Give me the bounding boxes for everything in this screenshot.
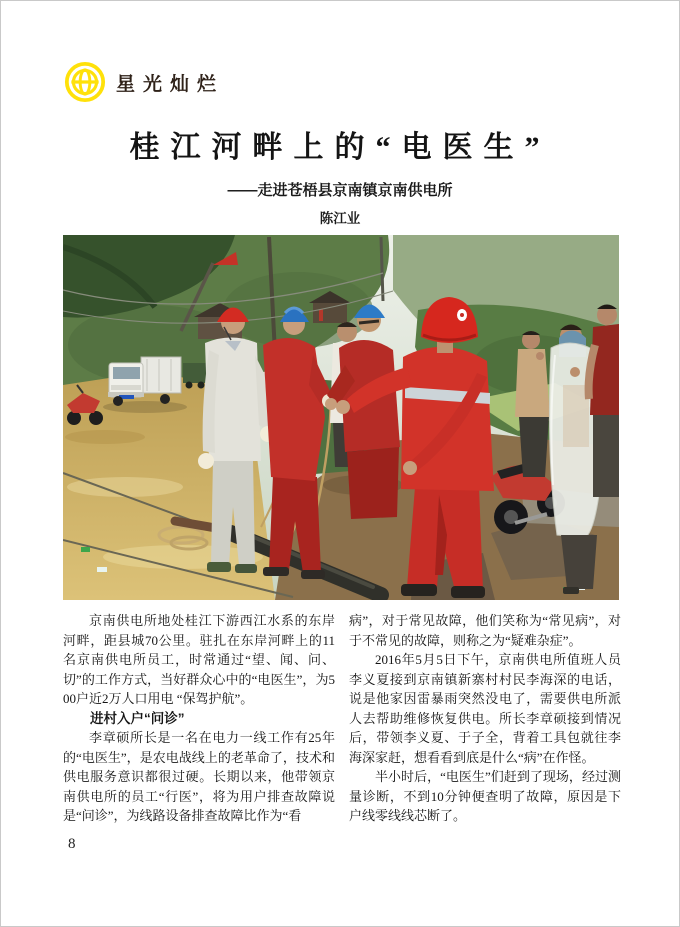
column-right [349, 611, 621, 826]
article-author: 陈江业 [319, 211, 361, 226]
article-photo [63, 235, 619, 600]
section-heading: 进村入户“问诊” [90, 710, 185, 726]
article-title: 桂江河畔上的“电医生” [129, 131, 551, 164]
photo-scene [63, 235, 619, 600]
article-body [63, 611, 621, 826]
page-number: 8 [68, 836, 76, 852]
masthead-brand: 星光灿烂 [116, 73, 225, 95]
paragraph-director: 李章硕所长是一名在电力一线工作有25年的“电医生”，是农电战线上的老革命了，技术和供电服务意识都很过硬。长期以来，他带领京南供电所的员工“行医”，将为用户排查故障说是“问诊”，为线路设备排查故障比作为“看 [63, 730, 335, 823]
article-subtitle: ——走进苍梧县京南镇京南供电所 [227, 182, 453, 199]
paragraph-incident: 2016年5月5日下午，京南供电所值班人员李义夏接到京南镇新寨村村民李海深的电话，说是他家因雷暴雨突然没电了，需要供电所派人去帮助维修恢复供电。所长李章硕接到情况后，带领李义夏、于子全，背着工具包就往李海深家赶，想看看到底是什么“病”在作怪。 [349, 652, 621, 765]
paragraph-continuation: 病”，对于常见故障，他们笑称为“常见病”，对于不常见的故障，则称之为“疑难杂症”。 [349, 613, 621, 648]
masthead [64, 61, 224, 103]
column-left [63, 611, 335, 826]
paragraph-intro: 京南供电所地处桂江下游西江水系的东岸河畔，距县城70公里。驻扎在东岸河畔上的11名京南供电所员工，时常通过“望、闻、问、切”的工作方式，当好群众心中的“电医生”，为500户近2万人口用电 “保驾护航”。 [63, 613, 335, 706]
trade-union-logo-icon [64, 61, 106, 103]
paragraph-repair: 半小时后，“电医生”们赶到了现场，经过测量诊断，不到10分钟便查明了故障，原因是下户线零线线芯断了。 [349, 769, 621, 823]
